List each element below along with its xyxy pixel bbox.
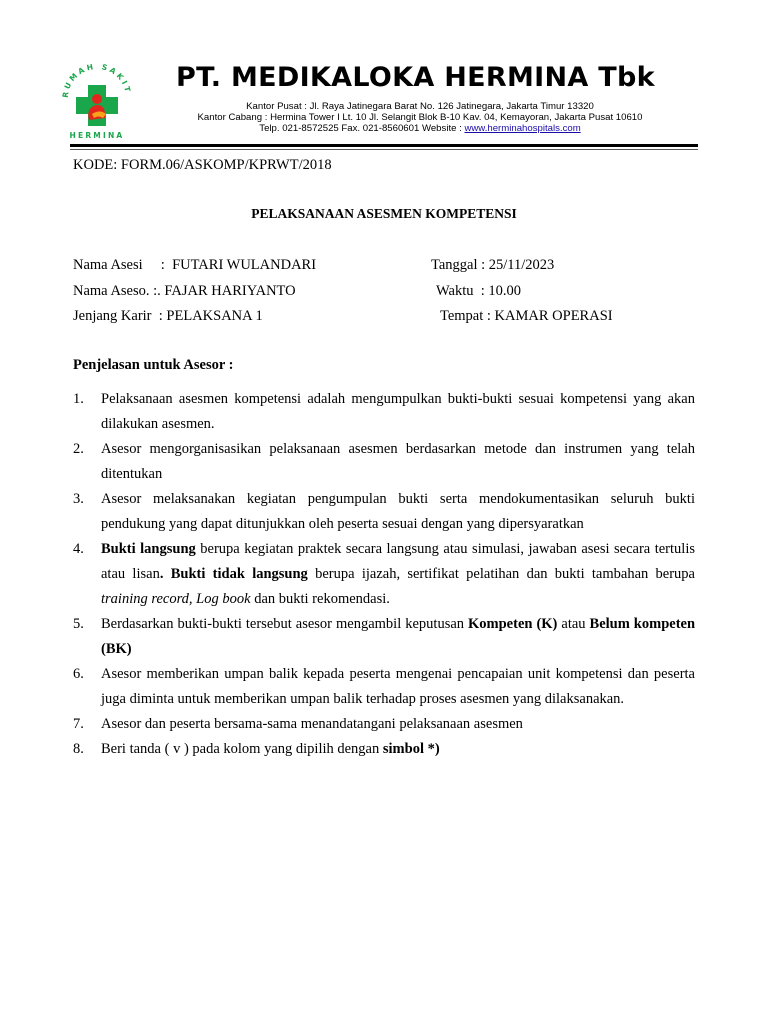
list-item: [73, 712, 695, 737]
list-item-number: 8.: [73, 741, 84, 757]
website-link[interactable]: www.herminahospitals.com: [464, 123, 581, 134]
emphasis-bold: Belum kompeten (BK): [101, 616, 696, 657]
list-item: [73, 612, 695, 662]
list-item-number: 3.: [73, 491, 84, 507]
text-run: Asesor mengorganisasikan pelaksanaan asesmen berdasarkan metode dan instrumen yang telah ditentukan: [101, 441, 695, 482]
list-item-number: 2.: [73, 441, 84, 457]
list-item-text: [101, 387, 695, 437]
header-divider-thin: [70, 149, 698, 150]
field-nama-aseso: Nama Aseso. :. FAJAR HARIYANTO: [73, 283, 296, 299]
list-item-number: 6.: [73, 666, 84, 682]
text-run: atau: [557, 616, 590, 632]
emphasis-italic: training record, Log book: [101, 591, 251, 607]
list-item-text: [101, 487, 695, 537]
phone-fax-text: Telp. 021-8572525 Fax. 021-8560601 Website :: [259, 123, 465, 134]
list-item: [73, 387, 695, 437]
list-item-number: 5.: [73, 616, 84, 632]
text-run: berupa ijazah, sertifikat pelatihan dan bukti tambahan berupa: [307, 566, 695, 582]
emphasis-bold: Kompeten (K): [468, 616, 558, 632]
logo-bottom-text: HERMINA: [69, 131, 125, 140]
field-jenjang-karir: Jenjang Karir : PELAKSANA 1: [73, 308, 263, 324]
list-item-text: [101, 437, 695, 487]
list-item-number: 7.: [73, 716, 84, 732]
hermina-logo: [56, 62, 138, 142]
list-item-text: [101, 737, 695, 762]
list-item: [73, 662, 695, 712]
field-nama-asesi: Nama Asesi : FUTARI WULANDARI: [73, 257, 317, 273]
list-item: [73, 437, 695, 487]
company-name: PT. MEDIKALOKA HERMINA Tbk: [176, 62, 655, 93]
text-run: berupa kegiatan praktek secara langsung atau simulasi, jawaban asesi secara tertulis atau lisan: [101, 541, 695, 582]
form-code: KODE: FORM.06/ASKOMP/KPRWT/2018: [73, 157, 332, 173]
list-item: [73, 487, 695, 537]
field-waktu: Waktu : 10.00: [436, 283, 522, 299]
text-run: Asesor melaksanakan kegiatan pengumpulan bukti serta mendokumentasikan seluruh bukti pendukung yang dapat ditunjukkan oleh peserta sesuai dengan yang dipersyaratkan: [101, 491, 695, 532]
address-head-office: Kantor Pusat : Jl. Raya Jatinegara Barat No. 126 Jatinegara, Jakarta Timur 13320: [246, 101, 594, 112]
list-item-text: [101, 537, 695, 612]
text-run: Beri tanda ( v ) pada kolom yang dipilih dengan: [101, 741, 383, 757]
field-tanggal: Tanggal : 25/11/2023: [431, 257, 555, 273]
header-divider-thick: [70, 144, 698, 147]
hermina-logo-icon: [56, 62, 138, 142]
section-heading: Penjelasan untuk Asesor :: [73, 357, 234, 373]
logo-arc-text: RUMAH SAKIT: [60, 62, 133, 99]
list-item-number: 4.: [73, 541, 84, 557]
emphasis-bold: Bukti langsung: [101, 541, 196, 557]
instruction-list: [73, 387, 695, 762]
contact-line: [160, 123, 680, 134]
list-item-text: [101, 612, 695, 662]
text-run: Berdasarkan bukti-bukti tersebut asesor mengambil keputusan: [101, 616, 469, 632]
text-run: Asesor memberikan umpan balik kepada peserta mengenai pencapaian unit kompetensi dan peserta juga diminta untuk memberikan umpan balik terhadap proses asesmen yang dilaksanakan.: [101, 666, 695, 707]
list-item-text: [101, 712, 695, 737]
text-run: dan bukti rekomendasi.: [250, 591, 390, 607]
emphasis-bold: . Bukti tidak langsung: [159, 566, 308, 582]
field-tempat: Tempat : KAMAR OPERASI: [440, 308, 613, 324]
text-run: Asesor dan peserta bersama-sama menandatangani pelaksanaan asesmen: [101, 716, 523, 732]
list-item: [73, 537, 695, 612]
address-branch-office: Kantor Cabang : Hermina Tower I Lt. 10 Jl. Selangit Blok B-10 Kav. 04, Kemayoran, Jakarta Pusat 10610: [197, 112, 643, 123]
text-run: Pelaksanaan asesmen kompetensi adalah mengumpulkan bukti-bukti sesuai kompetensi yang akan dilakukan asesmen.: [101, 391, 695, 432]
document-title: PELAKSANAAN ASESMEN KOMPETENSI: [251, 206, 517, 221]
list-item-text: [101, 662, 695, 712]
list-item: [73, 737, 695, 762]
emphasis-bold: simbol *): [382, 741, 440, 757]
list-item-number: 1.: [73, 391, 84, 407]
